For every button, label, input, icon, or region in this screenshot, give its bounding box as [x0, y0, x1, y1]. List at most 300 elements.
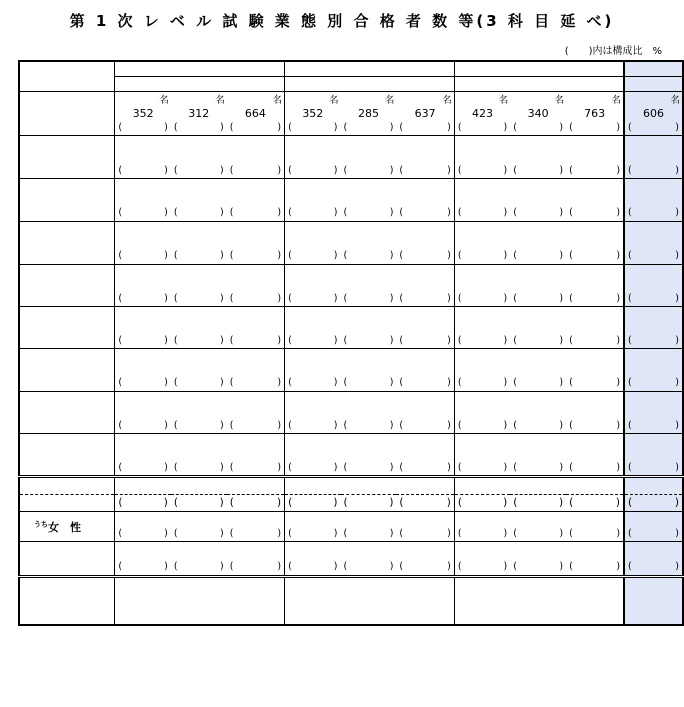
student-percent — [227, 559, 285, 577]
student-value — [341, 542, 397, 560]
season-header — [171, 77, 227, 92]
student-percent — [454, 559, 510, 577]
percent-cell — [396, 460, 454, 477]
value-cell — [510, 349, 566, 376]
percent-cell — [171, 375, 227, 392]
percent-cell — [396, 163, 454, 179]
examinees-value — [227, 577, 285, 626]
value-cell — [396, 349, 454, 376]
value-cell — [227, 136, 285, 164]
value-text: 312 — [188, 107, 210, 120]
value-cell — [285, 92, 341, 121]
value-cell — [454, 434, 510, 461]
unit-label: 名 — [272, 95, 283, 106]
value-cell — [396, 179, 454, 206]
value-cell — [115, 434, 171, 461]
female-percent — [227, 527, 285, 542]
value-cell — [285, 349, 341, 376]
value-cell — [454, 179, 510, 206]
percent-cell — [171, 205, 227, 222]
value-cell — [171, 136, 227, 164]
unit-label: 名 — [329, 95, 339, 106]
value-cell — [566, 179, 624, 206]
female-value — [227, 512, 285, 528]
value-cell — [566, 222, 624, 249]
value-cell — [624, 179, 683, 206]
total-value — [454, 477, 510, 495]
value-cell — [171, 392, 227, 419]
female-percent — [115, 527, 171, 542]
pass-rate-cell — [227, 495, 285, 512]
percent-cell — [454, 163, 510, 179]
value-cell — [510, 179, 566, 206]
percent-cell — [115, 460, 171, 477]
percent-cell — [341, 248, 397, 265]
examinees-value — [171, 577, 227, 626]
student-percent — [566, 559, 624, 577]
value-cell — [341, 92, 397, 121]
unit-label: 名 — [498, 95, 509, 106]
value-cell — [566, 392, 624, 419]
percent-cell — [171, 460, 227, 477]
row-label — [19, 222, 115, 265]
total-value — [624, 477, 683, 495]
unit-label: 名 — [215, 95, 225, 106]
value-cell — [285, 136, 341, 164]
value-cell — [510, 434, 566, 461]
value-cell — [341, 222, 397, 249]
row-label — [19, 179, 115, 222]
total-value — [341, 477, 397, 495]
examinees-value — [396, 577, 454, 626]
student-percent — [396, 559, 454, 577]
examinees-value — [566, 577, 624, 626]
female-prefix: うち — [34, 519, 48, 528]
value-cell — [227, 222, 285, 249]
female-value — [566, 512, 624, 528]
value-text: 664 — [244, 107, 266, 120]
total-value — [227, 477, 285, 495]
percent-cell — [171, 248, 227, 265]
percent-cell — [341, 460, 397, 477]
percent-cell — [454, 291, 510, 307]
unit-note: ( )内は構成比 % — [564, 46, 662, 57]
value-cell — [566, 307, 624, 334]
percent-cell — [341, 205, 397, 222]
value-cell — [566, 434, 624, 461]
percent-cell — [341, 333, 397, 349]
female-value — [396, 512, 454, 528]
value-cell — [171, 434, 227, 461]
student-percent — [510, 559, 566, 577]
value-cell — [171, 349, 227, 376]
value-cell — [624, 392, 683, 419]
pass-rate-cell — [285, 495, 341, 512]
pass-rate-cell — [396, 495, 454, 512]
percent-cell — [624, 205, 683, 222]
value-cell — [454, 349, 510, 376]
value-cell — [341, 349, 397, 376]
percent-cell — [115, 333, 171, 349]
value-cell — [396, 392, 454, 419]
female-percent — [510, 527, 566, 542]
percent-cell — [566, 333, 624, 349]
percent-cell — [285, 418, 341, 434]
student-value — [227, 542, 285, 560]
season-header — [510, 77, 566, 92]
percent-cell — [285, 120, 341, 136]
percent-cell — [624, 333, 683, 349]
value-cell — [624, 136, 683, 164]
student-percent — [341, 559, 397, 577]
season-header — [341, 77, 397, 92]
value-cell — [510, 392, 566, 419]
pass-rate-cell — [624, 495, 683, 512]
pass-rate-cell — [341, 495, 397, 512]
female-percent — [624, 527, 683, 542]
percent-cell — [454, 333, 510, 349]
examinees-value — [454, 577, 510, 626]
female-percent — [454, 527, 510, 542]
percent-cell — [566, 163, 624, 179]
percent-cell — [341, 120, 397, 136]
value-cell — [510, 265, 566, 292]
percent-cell — [624, 460, 683, 477]
season-header — [396, 77, 454, 92]
pass-rate-cell — [566, 495, 624, 512]
pass-count-table — [18, 60, 684, 626]
value-cell — [285, 222, 341, 249]
total-value — [396, 477, 454, 495]
percent-cell — [285, 163, 341, 179]
percent-cell — [227, 418, 285, 434]
season-header — [115, 77, 171, 92]
value-text: 285 — [357, 107, 379, 120]
female-label — [19, 512, 115, 542]
value-cell — [285, 434, 341, 461]
year-header-2015 — [624, 61, 683, 77]
percent-cell — [510, 205, 566, 222]
percent-cell — [624, 375, 683, 392]
row-label — [19, 136, 115, 179]
student-value — [566, 542, 624, 560]
row-label — [19, 307, 115, 349]
female-percent — [341, 527, 397, 542]
page-title: 第 1 次 レ ベ ル 試 験 業 態 別 合 格 者 数 等(3 科 目 延 べ) — [69, 12, 615, 30]
value-cell — [341, 179, 397, 206]
pass-rate-label — [19, 495, 115, 512]
percent-cell — [566, 375, 624, 392]
percent-cell — [566, 291, 624, 307]
percent-cell — [341, 291, 397, 307]
value-text: 352 — [302, 107, 324, 120]
value-cell — [171, 222, 227, 249]
percent-cell — [171, 333, 227, 349]
percent-cell — [341, 163, 397, 179]
season-header — [285, 77, 341, 92]
examinees-value — [624, 577, 683, 626]
value-cell — [171, 92, 227, 121]
percent-cell — [227, 375, 285, 392]
total-label — [19, 477, 115, 495]
percent-cell — [624, 291, 683, 307]
student-value — [115, 542, 171, 560]
pass-rate-cell — [454, 495, 510, 512]
row-label — [19, 265, 115, 307]
value-cell — [115, 307, 171, 334]
percent-cell — [454, 120, 510, 136]
value-cell — [115, 392, 171, 419]
value-cell — [624, 434, 683, 461]
value-cell — [566, 92, 624, 121]
value-cell — [341, 265, 397, 292]
percent-cell — [115, 248, 171, 265]
pass-rate-cell — [171, 495, 227, 512]
unit-label: 名 — [670, 95, 680, 106]
female-value — [624, 512, 683, 528]
percent-cell — [624, 163, 683, 179]
percent-cell — [566, 460, 624, 477]
female-value — [341, 512, 397, 528]
value-cell — [624, 307, 683, 334]
value-cell — [171, 265, 227, 292]
value-cell — [454, 392, 510, 419]
unit-label: 名 — [611, 95, 622, 106]
percent-cell — [510, 291, 566, 307]
season-header — [624, 77, 683, 92]
value-cell — [454, 307, 510, 334]
total-value — [285, 477, 341, 495]
value-cell — [285, 307, 341, 334]
student-value — [171, 542, 227, 560]
value-cell — [341, 392, 397, 419]
value-cell — [396, 92, 454, 121]
row-label — [19, 92, 115, 136]
percent-cell — [115, 418, 171, 434]
value-cell — [285, 392, 341, 419]
total-value — [510, 477, 566, 495]
percent-cell — [396, 418, 454, 434]
percent-cell — [285, 291, 341, 307]
value-cell — [341, 136, 397, 164]
value-cell — [227, 92, 285, 121]
value-text: 637 — [414, 107, 436, 120]
pass-rate-cell — [115, 495, 171, 512]
value-cell — [171, 307, 227, 334]
student-value — [396, 542, 454, 560]
student-value — [624, 542, 683, 560]
value-cell — [454, 136, 510, 164]
percent-cell — [510, 460, 566, 477]
value-cell — [115, 349, 171, 376]
percent-cell — [566, 248, 624, 265]
percent-cell — [566, 418, 624, 434]
unit-label: 名 — [554, 95, 565, 106]
value-cell — [285, 179, 341, 206]
value-cell — [396, 222, 454, 249]
student-value — [454, 542, 510, 560]
year-header — [115, 61, 285, 77]
percent-cell — [115, 205, 171, 222]
value-cell — [566, 265, 624, 292]
value-text: 763 — [584, 107, 606, 120]
percent-cell — [227, 205, 285, 222]
percent-cell — [115, 120, 171, 136]
percent-cell — [341, 418, 397, 434]
unit-label: 名 — [442, 95, 452, 106]
value-text: 606 — [643, 107, 665, 120]
percent-cell — [341, 375, 397, 392]
student-value — [510, 542, 566, 560]
percent-cell — [285, 333, 341, 349]
percent-cell — [396, 205, 454, 222]
value-cell — [341, 307, 397, 334]
percent-cell — [510, 120, 566, 136]
student-label — [19, 542, 115, 577]
percent-cell — [285, 375, 341, 392]
value-cell — [510, 222, 566, 249]
value-cell — [115, 136, 171, 164]
value-cell — [227, 349, 285, 376]
percent-cell — [171, 418, 227, 434]
value-cell — [566, 136, 624, 164]
value-cell — [227, 434, 285, 461]
percent-cell — [227, 248, 285, 265]
percent-cell — [454, 375, 510, 392]
percent-cell — [227, 460, 285, 477]
female-percent — [396, 527, 454, 542]
female-value — [171, 512, 227, 528]
percent-cell — [624, 418, 683, 434]
percent-cell — [171, 120, 227, 136]
value-cell — [115, 92, 171, 121]
percent-cell — [227, 333, 285, 349]
value-cell — [624, 349, 683, 376]
percent-cell — [510, 375, 566, 392]
female-value — [115, 512, 171, 528]
value-text: 352 — [132, 107, 154, 120]
value-cell — [624, 265, 683, 292]
female-percent — [566, 527, 624, 542]
value-cell — [454, 222, 510, 249]
value-text: 340 — [527, 107, 549, 120]
percent-cell — [566, 205, 624, 222]
value-cell — [396, 265, 454, 292]
percent-cell — [454, 205, 510, 222]
value-cell — [510, 307, 566, 334]
examinees-value — [285, 577, 341, 626]
season-header — [454, 77, 510, 92]
percent-cell — [396, 291, 454, 307]
percent-cell — [396, 248, 454, 265]
year-header — [285, 61, 455, 77]
female-value — [454, 512, 510, 528]
percent-cell — [285, 460, 341, 477]
female-value — [285, 512, 341, 528]
percent-cell — [396, 375, 454, 392]
percent-cell — [115, 375, 171, 392]
value-cell — [510, 136, 566, 164]
value-cell — [510, 92, 566, 121]
year-header — [454, 61, 624, 77]
value-cell — [624, 92, 683, 121]
female-percent — [171, 527, 227, 542]
value-text: 423 — [472, 107, 494, 120]
value-cell — [285, 265, 341, 292]
percent-cell — [566, 120, 624, 136]
season-header — [566, 77, 624, 92]
value-cell — [115, 265, 171, 292]
examinees-value — [115, 577, 171, 626]
value-cell — [171, 179, 227, 206]
unit-label: 名 — [384, 95, 395, 106]
season-header — [227, 77, 285, 92]
percent-cell — [454, 460, 510, 477]
row-label — [19, 434, 115, 477]
value-cell — [454, 92, 510, 121]
student-value — [285, 542, 341, 560]
row-label — [19, 349, 115, 392]
student-percent — [115, 559, 171, 577]
percent-cell — [510, 163, 566, 179]
student-percent — [285, 559, 341, 577]
percent-cell — [396, 333, 454, 349]
value-cell — [566, 349, 624, 376]
value-cell — [454, 265, 510, 292]
female-label-text: 女 性 — [48, 520, 81, 534]
percent-cell — [454, 418, 510, 434]
percent-cell — [227, 120, 285, 136]
total-value — [171, 477, 227, 495]
percent-cell — [227, 291, 285, 307]
percent-cell — [115, 291, 171, 307]
pass-rate-cell — [510, 495, 566, 512]
value-cell — [396, 136, 454, 164]
percent-cell — [115, 163, 171, 179]
percent-cell — [285, 248, 341, 265]
examinees-value — [341, 577, 397, 626]
percent-cell — [510, 248, 566, 265]
value-cell — [396, 307, 454, 334]
student-percent — [171, 559, 227, 577]
category-header — [19, 61, 115, 92]
percent-cell — [510, 418, 566, 434]
value-cell — [227, 392, 285, 419]
value-cell — [624, 222, 683, 249]
value-cell — [227, 179, 285, 206]
examinees-value — [510, 577, 566, 626]
total-value — [566, 477, 624, 495]
percent-cell — [227, 163, 285, 179]
value-cell — [115, 179, 171, 206]
value-cell — [341, 434, 397, 461]
student-percent — [624, 559, 683, 577]
female-percent — [285, 527, 341, 542]
value-cell — [115, 222, 171, 249]
total-value — [115, 477, 171, 495]
percent-cell — [454, 248, 510, 265]
female-value — [510, 512, 566, 528]
unit-label: 名 — [159, 95, 169, 106]
percent-cell — [510, 333, 566, 349]
examinees-label — [19, 577, 115, 626]
percent-cell — [396, 120, 454, 136]
value-cell — [396, 434, 454, 461]
percent-cell — [171, 163, 227, 179]
percent-cell — [624, 248, 683, 265]
percent-cell — [171, 291, 227, 307]
value-cell — [227, 265, 285, 292]
